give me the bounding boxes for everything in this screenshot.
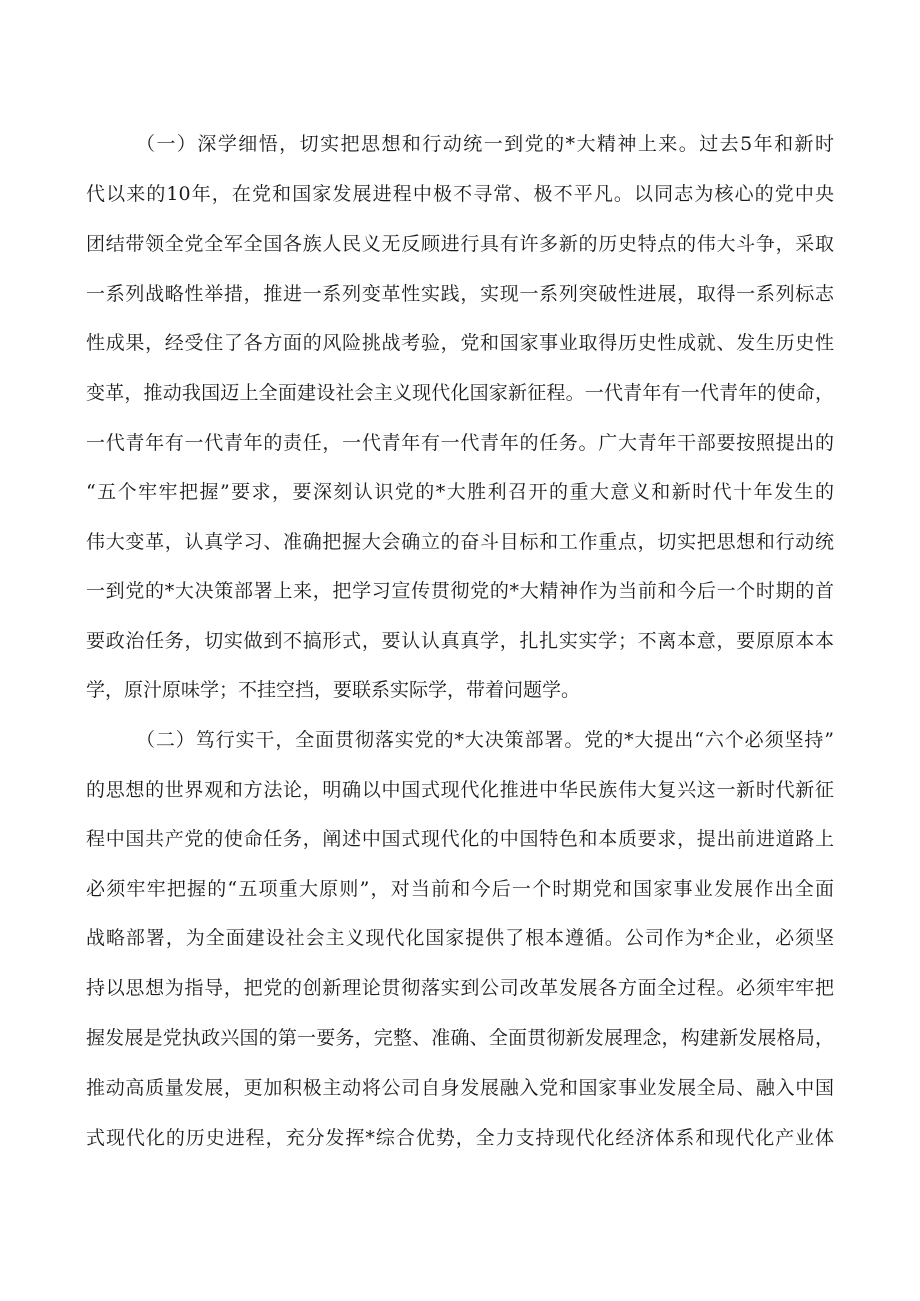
paragraph-line: 推动高质量发展，更加积极主动将公司自身发展融入党和国家事业发展全局、融入中国 <box>86 1077 834 1099</box>
paragraph-line: 战略部署，为全面建设社会主义现代化国家提供了根本遵循。公司作为*企业，必须坚 <box>86 927 834 949</box>
paragraph-line: 学，原汁原味学；不挂空挡，要联系实际学，带着问题学。 <box>86 679 581 701</box>
paragraph-line: “五个牢牢把握”要求，要深刻认识党的*大胜利召开的重大意义和新时代十年发生的 <box>86 481 834 503</box>
paragraph-line: 伟大变革，认真学习、准确把握大会确立的奋斗目标和工作重点，切实把思想和行动统 <box>86 531 834 553</box>
paragraph-line: 必须牢牢把握的“五项重大原则”，对当前和今后一个时期党和国家事业发展作出全面 <box>86 878 834 900</box>
paragraph-line: 一代青年有一代青年的责任，一代青年有一代青年的任务。广大青年干部要按照提出的 <box>86 432 834 454</box>
paragraph-line: 的思想的世界观和方法论，明确以中国式现代化推进中华民族伟大复兴这一新时代新征 <box>86 779 834 801</box>
paragraph-line: 变革，推动我国迈上全面建设社会主义现代化国家新征程。一代青年有一代青年的使命， <box>86 382 834 404</box>
paragraph-line: （一）深学细悟，切实把思想和行动统一到党的*大精神上来。过去5年和新时 <box>136 133 834 155</box>
paragraph-line: 性成果，经受住了各方面的风险挑战考验，党和国家事业取得历史性成就、发生历史性 <box>86 332 834 354</box>
paragraph-line: 持以思想为指导，把党的创新理论贯彻落实到公司改革发展各方面全过程。必须牢牢把 <box>86 977 834 999</box>
paragraph-line: 一到党的*大决策部署上来，把学习宣传贯彻党的*大精神作为当前和今后一个时期的首 <box>86 580 834 602</box>
paragraph-line: 代以来的10年，在党和国家发展进程中极不寻常、极不平凡。以同志为核心的党中央 <box>86 183 834 205</box>
paragraph-line: 程中国共产党的使命任务，阐述中国式现代化的中国特色和本质要求，提出前进道路上 <box>86 828 834 850</box>
paragraph-line: 式现代化的历史进程，充分发挥*综合优势，全力支持现代化经济体系和现代化产业体 <box>86 1127 834 1149</box>
paragraph-line: 握发展是党执政兴国的第一要务，完整、准确、全面贯彻新发展理念，构建新发展格局， <box>86 1027 834 1049</box>
paragraph-line: （二）笃行实干，全面贯彻落实党的*大决策部署。党的*大提出“六个必须坚持” <box>136 729 834 751</box>
paragraph-line: 团结带领全党全军全国各族人民义无反顾进行具有许多新的历史特点的伟大斗争，采取 <box>86 233 834 255</box>
paragraph-line: 一系列战略性举措，推进一系列变革性实践，实现一系列突破性进展，取得一系列标志 <box>86 283 834 305</box>
paragraph-line: 要政治任务，切实做到不搞形式，要认认真真学，扎扎实实学；不离本意，要原原本本 <box>86 630 834 652</box>
